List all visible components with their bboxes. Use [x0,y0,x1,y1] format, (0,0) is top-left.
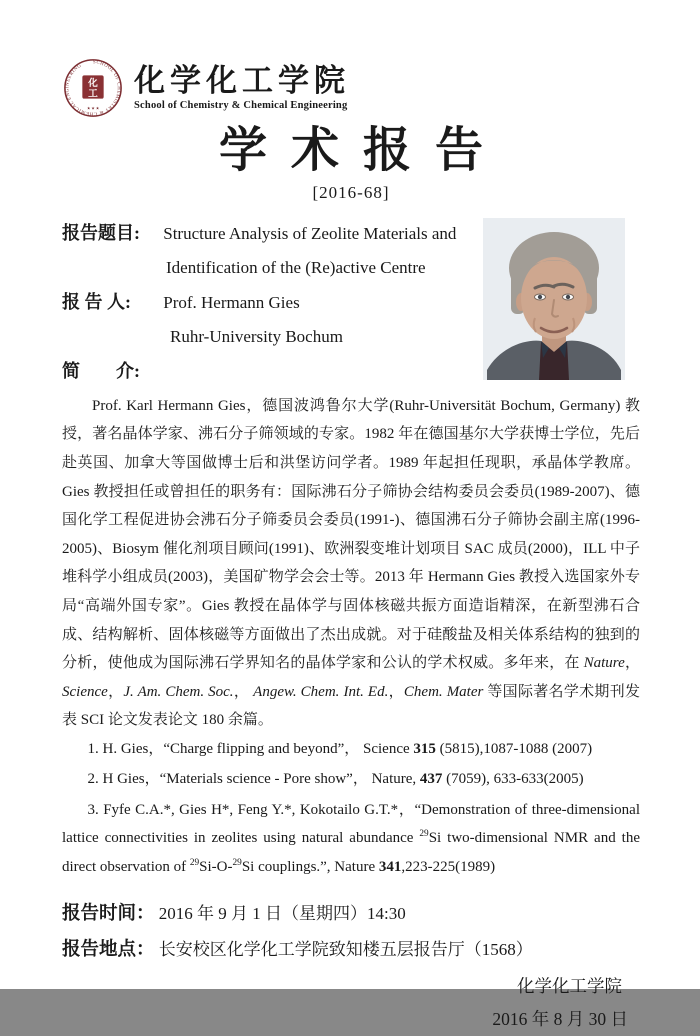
school-name-cn: 化学化工学院 [134,62,350,99]
reference-item: 1. H. Gies，“Charge flipping and beyond”， Science 315 (5815),1087-1088 (2007) [87,740,593,757]
seal-inner-char-top: 化 [88,78,98,90]
page-title: 学术报告 [218,122,507,178]
speaker-affiliation-row [62,320,482,354]
closing-block [62,970,640,1036]
topic-label: 报告题目: [62,222,140,243]
time-row [62,896,640,932]
issue-number: [2016-68] [312,182,390,202]
time-value: 2016 年 9 月 1 日（星期四）14:30 [158,903,406,923]
speaker-row [62,285,482,320]
letterhead [62,56,640,120]
speaker-label: 报 告 人: [62,291,131,312]
seal-ring-text: SCHOOL OF CHEMISTRY & CHEMICAL ENGINEERING [65,60,121,116]
speaker-photo [483,218,625,380]
biography-section [62,392,640,735]
reference-item: 2. H Gies，“Materials science - Pore show”， Nature, 437 (7059), 633-633(2005) [87,771,584,788]
topic-line1: Structure Analysis of Zeolite Materials and [163,223,457,243]
report-info [62,216,482,389]
references-section [62,735,640,881]
bio-label: 简 介: [62,360,140,381]
place-label: 报告地点： [62,939,155,960]
reference-item: 3. Fyfe C.A.*, Gies H*, Feng Y.*, Kokotailo G.T.*，“Demonstration of three-dimensional lattice connectivities in zeolites using natural abundance $^{29}$Si two-dimensional NMR and the direct observation of $^{29}$Si-O-$^{29}$Si couplings.”, Nature 341,223-225(1989) [62,801,640,875]
place-value: 长安校区化学化工学院致知楼五层报告厅（1568） [158,939,533,959]
topic-line2: Identification of the (Re)active Centre [166,257,426,277]
meta-section [62,896,640,968]
time-label: 报告时间： [62,903,155,924]
speaker-name: Prof. Hermann Gies [163,292,300,312]
speaker-affiliation: Ruhr-University Bochum [170,326,343,346]
topic-row [62,216,482,251]
issue-date: 2016 年 8 月 30 日 [492,1008,628,1029]
seal-inner-char-bottom: 工 [88,88,98,100]
topic-row-continuation [62,251,482,285]
school-name-en: School of Chemistry & Chemical Engineering [134,100,348,112]
bio-label-row [62,354,482,389]
place-row [62,932,640,968]
signature: 化学化工学院 [517,975,622,996]
school-wordmark [134,62,350,112]
seal-stars: ★ ★ ★ [86,106,100,111]
school-seal-icon [62,57,124,119]
biography-paragraph: Prof. Karl Hermann Gies，德国波鸿鲁尔大学(Ruhr-Universität Bochum, Germany) 教授，著名晶体学家、沸石分子筛领域的专家。1982 年在德国基尔大学获博士学位，先后赴英国、加拿大等国做博士后和洪堡访问学者。1989 年起担任现职，承晶体学教席。Gies 教授担任或曾担任的职务有：国际沸石分子筛协会结构委员会委员(1989-2007)、德国化学工程促进协会沸石分子筛委员会委员(1991-)、德国沸石分子筛协会副主席(1996-2005)、Biosym 催化剂项目顾问(1991)、欧洲裂变堆计划项目 SAC 成员(2000)，ILL 中子堆科学小组成员(2003)，美国矿物学会会士等。2013 年 Hermann Gies 教授入选国家外专局“高端外国专家”。Gies 教授在晶体学与固体核磁共振方面造诣精深，在新型沸石合成、结构解析、固体核磁等方面做出了杰出成就。对于硅酸盐及相关体系结构的独到的分析，使他成为国际沸石学界知名的晶体学家和公认的学术权威。多年来，在 Nature，Science，J. Am. Chem. Soc.， Angew. Chem. Int. Ed.，Chem. Mater 等国际著名学术期刊发表 SCI 论文发表论文 180 余篇。 [62,397,640,729]
